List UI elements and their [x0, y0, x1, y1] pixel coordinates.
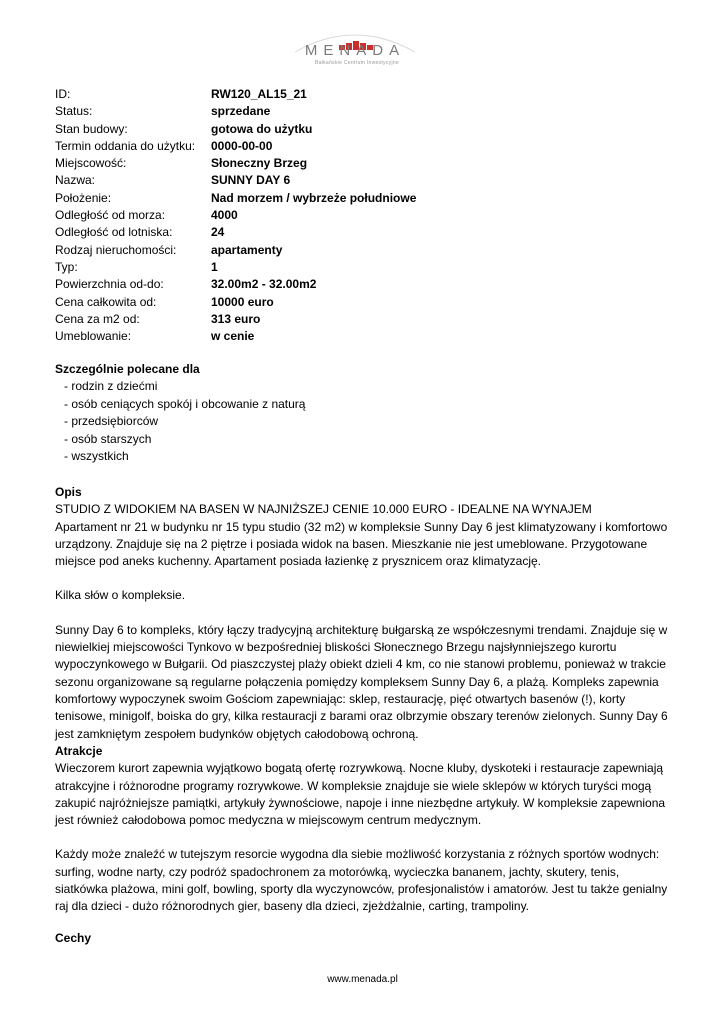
property-value: apartamenty: [211, 242, 283, 257]
property-row: [55, 207, 416, 224]
property-row: [55, 276, 416, 293]
opis-section: [55, 484, 675, 743]
list-item: - rodzin z dziećmi: [64, 379, 158, 394]
recommended-section: [55, 361, 675, 465]
property-label: Cena za m2 od:: [55, 311, 140, 326]
property-value: w cenie: [211, 329, 255, 344]
property-row: [55, 155, 416, 172]
property-value: 10000 euro: [211, 294, 274, 309]
recommended-list: [55, 378, 675, 465]
property-row: [55, 224, 416, 241]
atrakcje-section: [55, 743, 675, 916]
property-label: Status:: [55, 104, 93, 119]
property-value: 313 euro: [211, 311, 261, 326]
property-row: [55, 259, 416, 276]
property-label: Cena całkowita od:: [55, 294, 157, 309]
property-value: 1: [211, 259, 218, 274]
property-label: Odległość od morza:: [55, 208, 166, 223]
list-item: - przedsiębiorców: [64, 414, 159, 429]
property-value: 0000-00-00: [211, 138, 273, 153]
property-label: Nazwa:: [55, 173, 96, 188]
property-row: [55, 190, 416, 207]
property-label: Stan budowy:: [55, 121, 128, 136]
property-label: Miejscowość:: [55, 156, 127, 171]
logo-tagline: Bałkańskie Centrum Inwestycyjne: [314, 60, 400, 66]
property-row: [55, 86, 416, 103]
property-label: Położenie:: [55, 190, 112, 205]
property-details: [55, 86, 416, 345]
cechy-section: [55, 930, 675, 947]
property-label: Odległość od lotniska:: [55, 225, 173, 240]
atrakcje-paragraph: Każdy może znaleźć w tutejszym resorcie wygodna dla siebie możliwość korzystania z różnych sportów wodnych: surfing, wodne narty, czy podróż spadochronem za motorówką, wycieczka bananem, jachty, skutery, tenis, siatkówka plażowa, mini golf, bowling, sporty dla wyczynowców, profesjonalistów i amatorów. Jest tu także genialny raj dla dzieci - dużo różnorodnych gier, baseny dla dzieci, zjeżdżalnie, carting, trampoliny.: [55, 847, 668, 914]
opis-paragraph: Sunny Day 6 to kompleks, który łączy tradycyjną architekturę bułgarską ze współczesnymi trendami. Znajduje się w niewielkiej miejscowości Tynkovo w bezpośredniej bliskości Słonecznego Brzegu najsłynniejszego kurortu wypoczynkowego w Bułgarii. Od piaszczystej plaży obiekt dzieli 4 km, co nie stanowi problemu, ponieważ w trakcie sezonu organizowane są regularne połączenia pomiędzy kompleksem Sunny Day 6, a plażą. Kompleks zapewnia komfortowy wypoczynek swoim Gościom zapewniając: sklep, restaurację, pięć otwartych basenów (!), korty tenisowe, minigolf, boiska do gry, kilka restauracji z barami oraz olbrzymie obszary terenów zielonych. Sunny Day 6 jest zamkniętym zespołem budynków objętych całodobową ochroną.: [55, 622, 668, 741]
property-value: gotowa do użytku: [211, 121, 313, 136]
property-value: 4000: [211, 208, 238, 223]
logo-name: MENADA: [304, 42, 406, 59]
property-label: ID:: [55, 87, 71, 101]
list-item: - osób starszych: [64, 431, 152, 446]
property-label: Typ:: [55, 259, 78, 274]
property-value: RW120_AL15_21: [211, 87, 307, 101]
property-value: Słoneczny Brzeg: [211, 156, 308, 171]
property-value: SUNNY DAY 6: [211, 173, 291, 188]
menada-logo: [290, 24, 420, 72]
footer-url: www.menada.pl: [327, 974, 398, 985]
property-label: Rodzaj nieruchomości:: [55, 242, 177, 257]
property-row: [55, 103, 416, 120]
property-label: Powierzchnia od-do:: [55, 277, 164, 292]
property-row: [55, 172, 416, 189]
property-label: Umeblowanie:: [55, 329, 132, 344]
opis-heading: Opis: [55, 485, 82, 499]
cechy-heading: Cechy: [55, 931, 92, 945]
property-row: [55, 242, 416, 259]
opis-paragraph: Kilka słów o kompleksie.: [55, 588, 186, 603]
opis-paragraph: Apartament nr 21 w budynku nr 15 typu studio (32 m2) w kompleksie Sunny Day 6 jest klimatyzowany i komfortowo urządzony. Znajduje się na 2 piętrze i posiada widok na basen. Mieszkanie nie jest umeblowane. Przygotowane miejsce pod aneks kuchenny. Apartament posiada łazienkę z prysznicem oraz klimatyzację.: [55, 519, 668, 569]
recommended-heading: Szczególnie polecane dla: [55, 362, 200, 376]
property-label: Termin oddania do użytku:: [55, 138, 196, 153]
property-row: [55, 138, 416, 155]
property-value: 24: [211, 225, 225, 240]
property-value: Nad morzem / wybrzeże południowe: [211, 190, 417, 205]
list-item: - osób ceniących spokój i obcowanie z naturą: [64, 396, 306, 411]
property-value: sprzedane: [211, 104, 271, 119]
atrakcje-paragraph: Wieczorem kurort zapewnia wyjątkowo bogatą ofertę rozrywkową. Nocne kluby, dyskoteki i restauracje zapewniają atrakcyjne i różnorodne programy rozrywkowe. W kompleksie znajduje sie wiele sklepów w których turyści mogą zakupić najróżniejsze pamiątki, artykuły żywnościowe, napoje i inne niezbędne artykuły. W kompleksie zapewniona jest również całodobowa pomoc medyczna w miejscowym centrum medycznym.: [55, 761, 666, 828]
property-value: 32.00m2 - 32.00m2: [211, 277, 317, 292]
property-row: [55, 311, 416, 328]
property-row: [55, 294, 416, 311]
atrakcje-heading: Atrakcje: [55, 744, 103, 758]
list-item: - wszystkich: [64, 448, 129, 463]
property-row: [55, 121, 416, 138]
property-row: [55, 328, 416, 345]
opis-headline: STUDIO Z WIDOKIEM NA BASEN W NAJNIŻSZEJ CENIE 10.000 EURO - IDEALNE NA WYNAJEM: [55, 502, 592, 517]
